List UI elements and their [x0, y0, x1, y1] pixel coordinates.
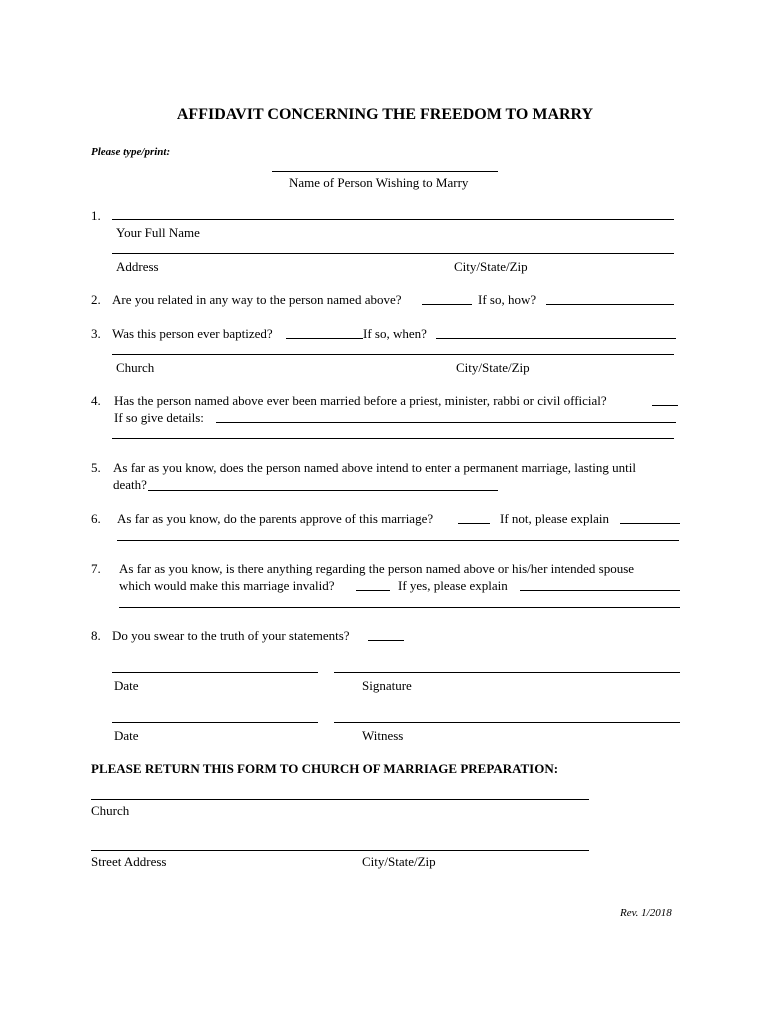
- q8-question: Do you swear to the truth of your statements?: [112, 628, 350, 643]
- q1-number: 1.: [91, 208, 101, 223]
- q2-how-field[interactable]: [546, 304, 674, 305]
- q5-question-line2: death?: [113, 477, 147, 492]
- q8-answer-field[interactable]: [368, 640, 404, 641]
- q6-number: 6.: [91, 511, 101, 526]
- q8-number: 8.: [91, 628, 101, 643]
- date-field-2[interactable]: [112, 722, 318, 723]
- q3-city-label: City/State/Zip: [456, 360, 530, 375]
- q4-question: Has the person named above ever been married before a priest, minister, rabbi or civil official?: [114, 393, 607, 408]
- q3-followup: If so, when?: [363, 326, 427, 341]
- address-city-label: City/State/Zip: [454, 259, 528, 274]
- q6-question: As far as you know, do the parents approve of this marriage?: [117, 511, 434, 526]
- full-name-field[interactable]: [112, 219, 674, 220]
- q6-explain-field-2[interactable]: [117, 540, 679, 541]
- date-label-1: Date: [114, 678, 139, 693]
- q3-number: 3.: [91, 326, 101, 341]
- date-label-2: Date: [114, 728, 139, 743]
- signature-label: Signature: [362, 678, 412, 693]
- return-address-field[interactable]: [91, 850, 589, 851]
- date-field-1[interactable]: [112, 672, 318, 673]
- return-church-label: Church: [91, 803, 130, 818]
- q7-question-line1: As far as you know, is there anything regarding the person named above or his/her intended spouse: [119, 561, 635, 576]
- q7-followup: If yes, please explain: [398, 578, 508, 593]
- witness-label: Witness: [362, 728, 404, 743]
- q4-answer-field[interactable]: [652, 405, 678, 406]
- q3-church-field[interactable]: [112, 354, 674, 355]
- q5-answer-field[interactable]: [148, 490, 498, 491]
- return-church-field[interactable]: [91, 799, 589, 800]
- instruction-text: Please type/print:: [91, 146, 171, 158]
- q5-question-line1: As far as you know, does the person named above intend to enter a permanent marriage, lasting until: [113, 460, 636, 475]
- q4-details-label: If so give details:: [114, 410, 204, 425]
- q2-answer-field[interactable]: [422, 304, 472, 305]
- q6-answer-field[interactable]: [458, 523, 490, 524]
- q4-number: 4.: [91, 393, 101, 408]
- return-city-label: City/State/Zip: [362, 854, 436, 869]
- q3-question: Was this person ever baptized?: [112, 326, 273, 341]
- q7-number: 7.: [91, 561, 101, 576]
- q7-explain-field-2[interactable]: [119, 607, 680, 608]
- q5-number: 5.: [91, 460, 101, 475]
- q3-when-field[interactable]: [436, 338, 676, 339]
- signature-field[interactable]: [334, 672, 680, 673]
- q2-number: 2.: [91, 292, 101, 307]
- revision-text: Rev. 1/2018: [620, 907, 672, 919]
- person-name-field[interactable]: [272, 171, 498, 172]
- q7-answer-field[interactable]: [356, 590, 390, 591]
- q7-question-line2: which would make this marriage invalid?: [119, 578, 335, 593]
- q7-explain-field[interactable]: [520, 590, 680, 591]
- full-name-label: Your Full Name: [116, 225, 200, 240]
- address-label: Address: [116, 259, 159, 274]
- return-heading: PLEASE RETURN THIS FORM TO CHURCH OF MARRIAGE PREPARATION:: [91, 761, 559, 776]
- q6-followup: If not, please explain: [500, 511, 610, 526]
- q6-explain-field[interactable]: [620, 523, 680, 524]
- address-field[interactable]: [112, 253, 674, 254]
- q3-answer-field[interactable]: [286, 338, 363, 339]
- witness-field[interactable]: [334, 722, 680, 723]
- q4-details-field-2[interactable]: [112, 438, 674, 439]
- q2-question: Are you related in any way to the person named above?: [112, 292, 402, 307]
- page-title: AFFIDAVIT CONCERNING THE FREEDOM TO MARRY: [176, 106, 594, 123]
- return-street-label: Street Address: [91, 854, 167, 869]
- person-name-label: Name of Person Wishing to Marry: [289, 175, 469, 190]
- q3-church-label: Church: [116, 360, 155, 375]
- q2-followup: If so, how?: [478, 292, 537, 307]
- q4-details-field[interactable]: [216, 422, 676, 423]
